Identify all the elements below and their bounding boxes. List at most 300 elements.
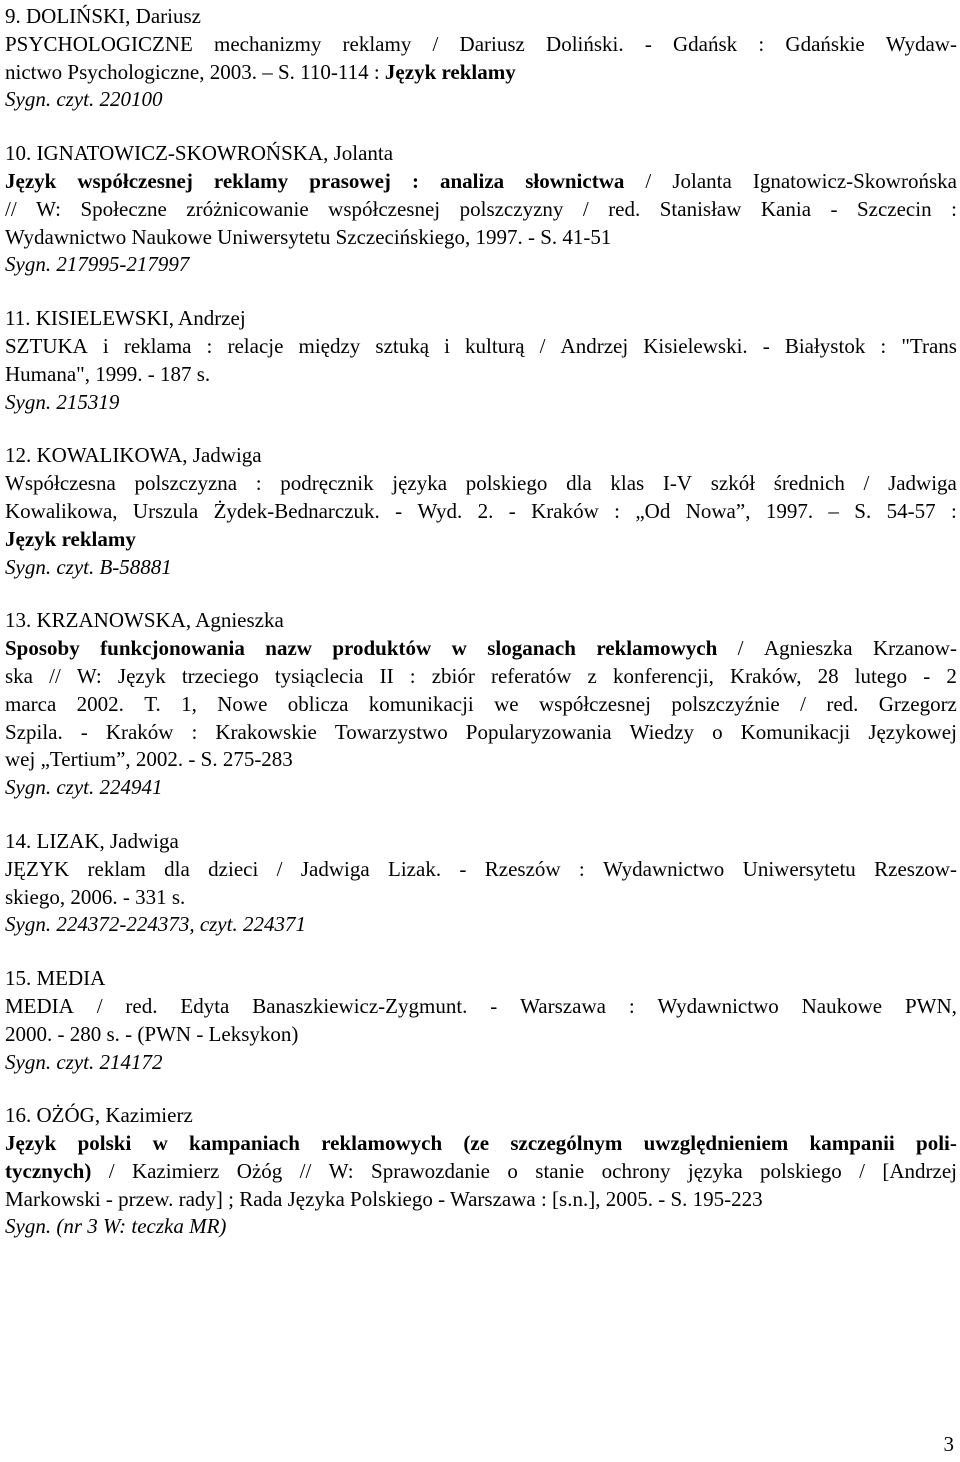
entry-title-bold: Język [5, 1131, 57, 1156]
word [711, 470, 755, 498]
entry-text: o [507, 1158, 518, 1183]
word [77, 691, 124, 719]
word [214, 31, 321, 59]
entry-text: reklam [87, 856, 146, 881]
word [444, 333, 450, 361]
entry-text: // [49, 663, 61, 688]
word [644, 1130, 789, 1158]
entry-text: Kowalikowa, [5, 498, 118, 523]
word [133, 498, 198, 526]
entry-line [5, 746, 957, 774]
word [658, 993, 779, 1021]
word [134, 470, 237, 498]
word [103, 333, 109, 361]
word [460, 196, 564, 224]
word [743, 856, 856, 884]
entry-text: SZTUKA [5, 333, 88, 358]
entry-title-bold: reklamy [213, 168, 289, 193]
word [380, 663, 394, 691]
entry-line [5, 856, 957, 884]
entry-text: Komunikacji [740, 719, 851, 744]
entry-text: Kazimierz [131, 1158, 220, 1183]
entry-line [5, 1186, 957, 1214]
entry-text: : [628, 993, 635, 1018]
word [686, 498, 751, 526]
entry-text: Ignatowicz-Skowrońska [752, 168, 957, 193]
word [610, 470, 644, 498]
entry-text: red. [125, 993, 158, 1018]
entry-text: 1997. [765, 498, 814, 523]
entry-text: zróżnicowanie [186, 196, 309, 221]
entry-line [5, 389, 957, 417]
word [208, 856, 258, 884]
word [916, 1130, 957, 1158]
entry-text: 1, [181, 691, 197, 716]
entry-text: Kraków, [729, 663, 802, 688]
entry-text: / [582, 196, 589, 221]
word [764, 635, 853, 663]
word [5, 719, 63, 747]
word [5, 1158, 91, 1186]
word [546, 31, 624, 59]
entry-text: referatów [490, 663, 572, 688]
entry-line [5, 1021, 957, 1049]
word [818, 663, 839, 691]
entry-text: // [299, 1158, 312, 1183]
word [371, 1158, 490, 1186]
entry-line [5, 828, 957, 856]
word [186, 196, 308, 224]
entry-line [5, 361, 957, 389]
entry-text: // [5, 196, 17, 221]
word [873, 635, 957, 663]
entry-text: Dariusz [459, 31, 525, 56]
entry-text: / [539, 333, 546, 358]
entry-text: we [494, 691, 519, 716]
entry-text: stanie [535, 1158, 585, 1183]
entry-text: II [379, 663, 394, 688]
word [237, 1158, 283, 1186]
entry-text: - [762, 333, 770, 358]
entry-text: współczesnej [328, 196, 441, 221]
entry-text: Lizak. [388, 856, 442, 881]
entry-text: W: [76, 663, 102, 688]
entry-line [5, 59, 957, 87]
entry-text: języka [392, 471, 448, 496]
word [153, 1130, 168, 1158]
entry-text: Kraków [531, 498, 599, 523]
entry-line [5, 1049, 957, 1077]
word [525, 168, 624, 196]
entry-title-bold: kampanii [809, 1131, 895, 1156]
bibliography-entry [5, 442, 957, 581]
entry-text: red. [826, 691, 859, 716]
entry-text: [Andrzej [882, 1158, 957, 1183]
entry-line [5, 86, 957, 114]
entry-text: Białystok [784, 333, 866, 358]
entry-text: Żydek-Bednarczuk. [213, 498, 380, 523]
word [828, 498, 839, 526]
word [418, 498, 463, 526]
entry-line [5, 305, 957, 333]
entry-text: dla [164, 856, 190, 881]
entry-text: Grzegorz [878, 691, 957, 716]
word [879, 691, 957, 719]
entry-line [5, 554, 957, 582]
word [603, 856, 724, 884]
word [180, 993, 229, 1021]
word [766, 498, 813, 526]
word [465, 333, 524, 361]
word [214, 498, 380, 526]
word [280, 470, 373, 498]
bibliography-list [5, 3, 957, 1241]
entry-call-number: Sygn. czyt. B-58881 [5, 554, 172, 579]
word [946, 663, 957, 691]
word [810, 1130, 895, 1158]
word [859, 1158, 865, 1186]
word [672, 168, 731, 196]
word [392, 470, 447, 498]
entry-text: Szpila. [5, 719, 63, 744]
entry-text: polskiego [465, 471, 548, 496]
entry-text: S. [854, 498, 872, 523]
word [712, 719, 723, 747]
word [510, 1130, 622, 1158]
word [602, 1158, 671, 1186]
entry-text: Agnieszka [763, 636, 853, 661]
entry-text: reklama [123, 333, 192, 358]
word [77, 663, 102, 691]
entry-text: : [409, 663, 416, 688]
word [826, 691, 858, 719]
entry-text: T. [144, 691, 161, 716]
entry-line [5, 140, 957, 168]
entry-text: współczesnej [538, 691, 651, 716]
entry-text: / [863, 471, 870, 496]
word [887, 498, 936, 526]
word [78, 1130, 132, 1158]
entry-text: polskiego [760, 1158, 842, 1183]
word [760, 1158, 842, 1186]
entry-text: 2 [946, 663, 957, 688]
entry-title-bold: uwzględnieniem [643, 1131, 789, 1156]
word [901, 333, 957, 361]
entry-title-bold: Język reklamy [5, 526, 136, 551]
entry-text: konferencji, [612, 663, 714, 688]
word [124, 333, 192, 361]
word [440, 168, 504, 196]
entry-title-bold: funkcjonowania [100, 636, 245, 661]
word [100, 635, 245, 663]
entry-call-number: Sygn. 215319 [5, 389, 120, 414]
entry-text: 12. KOWALIKOWA, Jadwiga [5, 443, 262, 468]
word [215, 719, 316, 747]
word [951, 498, 957, 526]
word [299, 333, 361, 361]
word [645, 168, 651, 196]
word [463, 1130, 489, 1158]
word [5, 691, 56, 719]
word [5, 31, 193, 59]
entry-text: Ożóg [236, 1158, 283, 1183]
word [630, 719, 694, 747]
word [81, 719, 88, 747]
entry-text: polszczyźnie [671, 691, 780, 716]
entry-text: Rzeszów [484, 856, 561, 881]
word [466, 470, 548, 498]
word [309, 168, 391, 196]
word [410, 663, 416, 691]
entry-text: Uniwersytetu [742, 856, 856, 881]
entry-text: dzieci [208, 856, 259, 881]
entry-text: W: [328, 1158, 354, 1183]
entry-call-number: Sygn. (nr 3 W: teczka MR) [5, 1214, 227, 1239]
entry-text: tysiąclecia [274, 663, 364, 688]
word [566, 470, 592, 498]
entry-text: i [444, 333, 450, 358]
entry-text: / [108, 1158, 115, 1183]
word [77, 168, 192, 196]
entry-text: lutego [854, 663, 908, 688]
entry-line [5, 333, 957, 361]
word [738, 635, 744, 663]
entry-text: komunikacji [368, 691, 474, 716]
word [608, 196, 640, 224]
entry-title-bold: kampaniach [189, 1131, 300, 1156]
entry-call-number: Sygn. 217995-217997 [5, 252, 190, 277]
word [452, 635, 467, 663]
word [741, 719, 851, 747]
entry-text: i [102, 333, 109, 358]
entry-text: Język [117, 663, 166, 688]
entry-call-number: Sygn. 224372-224373, czyt. 224371 [5, 912, 306, 937]
entry-text: / [432, 31, 439, 56]
word [5, 663, 33, 691]
entry-line [5, 1213, 957, 1241]
word [460, 31, 525, 59]
entry-text: : [950, 498, 957, 523]
entry-call-number: Sygn. czyt. 224941 [5, 775, 163, 800]
entry-text: polszczyzna [134, 471, 238, 496]
word [343, 31, 412, 59]
word [5, 470, 116, 498]
entry-text: / [800, 691, 806, 716]
word [874, 856, 957, 884]
entry-text: - [80, 719, 88, 744]
entry-text: Wydaw- [885, 31, 957, 56]
word [507, 1158, 518, 1186]
word [395, 498, 402, 526]
word [256, 470, 262, 498]
entry-text: nictwo Psychologiczne, 2003. – S. 110-114 : [5, 59, 385, 84]
entry-text: marca [5, 691, 57, 716]
word [433, 31, 439, 59]
entry-title-bold: Język [5, 168, 57, 193]
word [106, 719, 174, 747]
entry-line [5, 774, 957, 802]
entry-text: kulturą [465, 333, 525, 358]
word [864, 470, 870, 498]
entry-text: między [298, 333, 361, 358]
entry-title-bold: tycznych) [5, 1158, 92, 1183]
word [785, 333, 866, 361]
entry-text: szkół [710, 471, 756, 496]
entry-text: Urszula [132, 498, 199, 523]
word [5, 196, 17, 224]
word [880, 333, 886, 361]
word [5, 993, 74, 1021]
entry-text: Jadwiga [300, 856, 370, 881]
word [5, 635, 80, 663]
entry-text: sztuką [375, 333, 430, 358]
word [301, 856, 370, 884]
entry-text: - [395, 498, 403, 523]
entry-text: MEDIA [5, 993, 74, 1018]
entry-text: Warszawa [520, 993, 606, 1018]
entry-line [5, 1130, 957, 1158]
entry-text: 14. LIZAK, Jadwiga [5, 828, 179, 853]
entry-text: 16. OŻÓG, Kazimierz [5, 1103, 193, 1128]
word [660, 196, 742, 224]
entry-line [5, 442, 957, 470]
entry-title-bold: poli- [916, 1131, 957, 1156]
entry-text: : [758, 31, 765, 56]
entry-text: - [830, 196, 838, 221]
entry-text: Markowski - przew. rady] ; Rada Języka Polskiego - Warszawa : [s.n.], 2005. - S. 195-223 [5, 1186, 763, 1211]
entry-text: Banaszkiewicz-Zygmunt. [252, 993, 468, 1018]
entry-text: Towarzystwo [334, 719, 448, 744]
entry-line [5, 224, 957, 252]
entry-text: - [490, 993, 498, 1018]
word [831, 196, 838, 224]
entry-text: Kisielewski. [643, 333, 748, 358]
word [540, 333, 546, 361]
page-number: 3 [943, 1432, 954, 1456]
word [88, 856, 146, 884]
entry-text: : [951, 196, 957, 221]
entry-title-bold: Sposoby [5, 636, 80, 661]
word [300, 1158, 312, 1186]
entry-text: : [614, 498, 620, 523]
word [335, 719, 448, 747]
word [412, 168, 419, 196]
entry-text: Rzeszow- [874, 856, 957, 881]
entry-text: Stanisław [659, 196, 742, 221]
entry-text: zbiór [431, 663, 475, 688]
entry-text: : [191, 719, 198, 744]
word [774, 470, 845, 498]
word [596, 635, 717, 663]
entry-text: 9. DOLIŃSKI, Dariusz [5, 4, 201, 28]
word [886, 31, 957, 59]
entry-text: I-V [662, 471, 693, 496]
word [663, 470, 692, 498]
entry-text: 11. KISIELEWSKI, Andrzej [5, 306, 246, 331]
word [275, 663, 364, 691]
entry-text: oblicza [287, 691, 349, 716]
word [369, 691, 474, 719]
word [388, 856, 441, 884]
word [132, 1158, 219, 1186]
entry-line [5, 719, 957, 747]
entry-text: o [712, 719, 723, 744]
entry-text: Krakowskie [215, 719, 317, 744]
entry-text: / [276, 856, 283, 881]
entry-text: / [737, 636, 744, 661]
word [5, 856, 69, 884]
entry-text: Kania [760, 196, 812, 221]
entry-text: Wiedzy [629, 719, 695, 744]
word [81, 196, 167, 224]
entry-title-bold: Język reklamy [384, 59, 516, 84]
bibliography-entry [5, 3, 957, 114]
word [288, 691, 349, 719]
word [614, 498, 620, 526]
word [49, 663, 61, 691]
entry-text: : [578, 856, 585, 881]
entry-text: 2002. [76, 691, 124, 716]
bibliography-entry [5, 607, 957, 802]
entry-text: Społeczne [80, 196, 167, 221]
entry-text: - [644, 31, 652, 56]
word [923, 663, 930, 691]
word [588, 663, 597, 691]
entry-line [5, 196, 957, 224]
word [164, 856, 190, 884]
entry-title-bold: prasowej [309, 168, 391, 193]
entry-text: 10. IGNATOWICZ-SKOWROŃSKA, Jolanta [5, 141, 394, 166]
entry-line [5, 607, 957, 635]
entry-text: języka [687, 1158, 743, 1183]
word [5, 168, 56, 196]
bibliography-entry [5, 828, 957, 939]
word [888, 470, 957, 498]
word [265, 635, 312, 663]
entry-text: Wydawnictwo [603, 856, 725, 881]
entry-line [5, 911, 957, 939]
word [753, 168, 957, 196]
entry-text: Popularyzowania [465, 719, 612, 744]
entry-text: Gdańsk [673, 31, 738, 56]
word [321, 1130, 442, 1158]
word [36, 196, 61, 224]
word [5, 1130, 56, 1158]
entry-text: - [508, 498, 516, 523]
entry-text: 15. MEDIA [5, 966, 106, 991]
entry-text: Krzanow- [873, 636, 957, 661]
entry-text: podręcznik [280, 471, 374, 496]
word [328, 196, 440, 224]
entry-text: Humana", 1999. - 187 s. [5, 361, 211, 386]
entry-text: polszczyzny [459, 196, 564, 221]
entry-title-bold: produktów [332, 636, 432, 661]
word [613, 663, 714, 691]
entry-text: mechanizmy [214, 31, 322, 56]
entry-text: 54-57 [886, 498, 936, 523]
entry-title-bold: szczególnym [510, 1131, 623, 1156]
word [217, 691, 267, 719]
word [5, 498, 118, 526]
word [375, 333, 429, 361]
entry-title-bold: analiza [439, 168, 505, 193]
word [277, 856, 283, 884]
entry-text: : [206, 333, 213, 358]
entry-title-bold: w [451, 636, 467, 661]
entry-text: Jolanta [672, 168, 732, 193]
word [5, 333, 88, 361]
entry-line [5, 884, 957, 912]
